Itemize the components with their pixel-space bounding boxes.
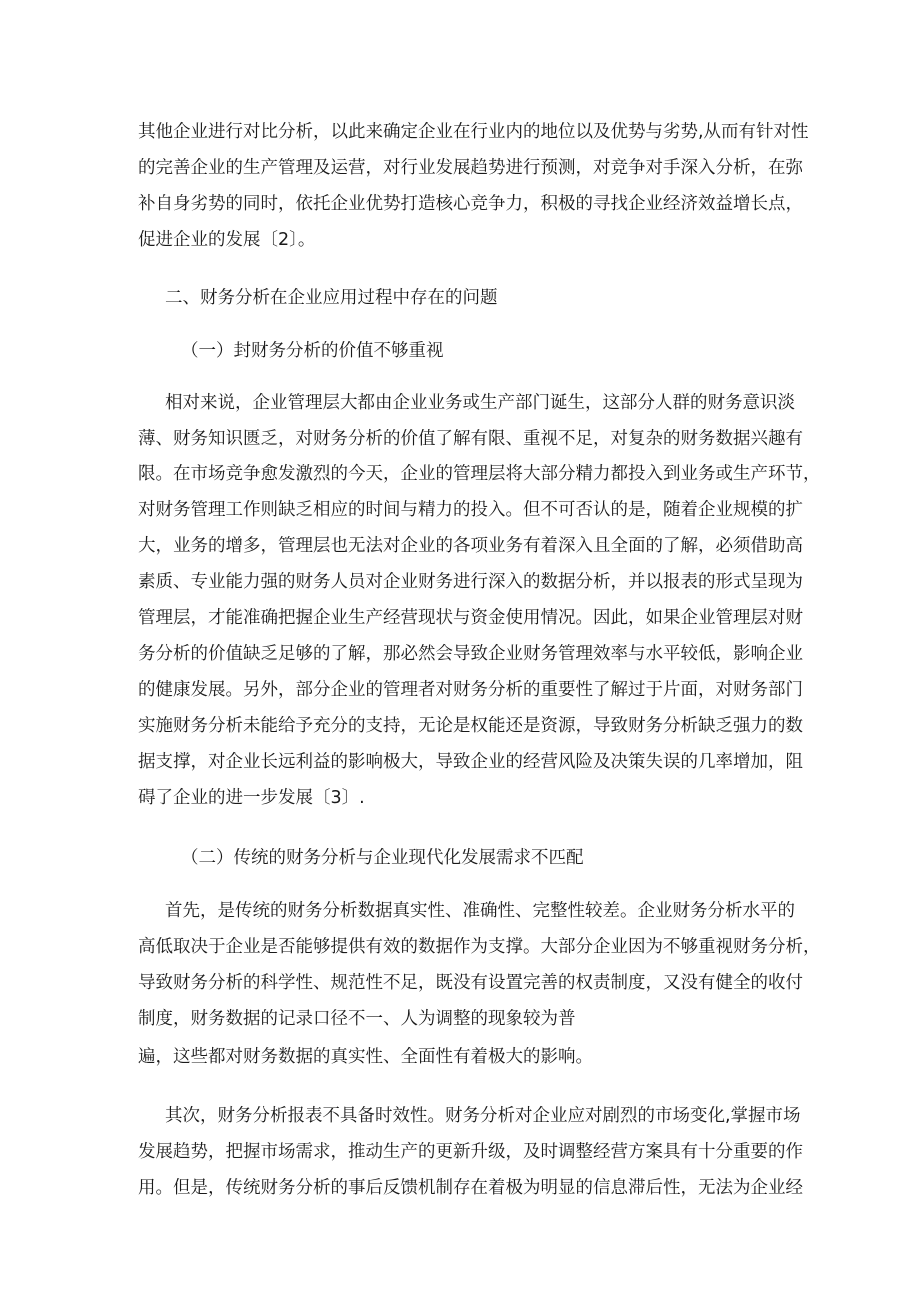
para-2-line-4: 制度，财务数据的记录口径不一、人为调整的现象较为普 [138,1009,576,1029]
para-1-line-12: 碍了企业的进一步发展〔3〕. [138,788,365,808]
para-3-line-1: 遍，这些都对财务数据的真实性、全面性有着极大的影响。 [138,1047,593,1067]
para-2-line-2: 高低取决于企业是否能够提供有效的数据作为支撑。大部分企业因为不够重视财务分析， [138,937,821,957]
para-1-line-2: 薄、财务知识匮乏，对财务分析的价值了解有限、重视不足，对复杂的财务数据兴趣有 [138,429,803,449]
intro-line-3: 补自身劣势的同时，依托企业优势打造核心竞争力，积极的寻找企业经济效益增长点， [138,194,803,214]
para-2-line-1: 首先，是传统的财务分析数据真实性、准确性、完整性较差。企业财务分析水平的 [165,901,795,921]
para-1-line-11: 据支撑，对企业长远利益的影响极大，导致企业的经营风险及决策失误的几率增加，阻 [138,752,803,772]
para-1-line-7: 管理层，才能准确把握企业生产经营现状与资金使用情况。因此，如果企业管理层对财 [138,608,803,628]
para-1-line-8: 务分析的价值缺乏足够的了解，那必然会导致企业财务管理效率与水平较低，影响企业 [138,644,803,664]
para-1-line-4: 对财务管理工作则缺乏相应的时间与精力的投入。但不可否认的是，随着企业规模的扩 [138,500,803,520]
para-4-line-1: 其次，财务分析报表不具备时效性。财务分析对企业应对剧烈的市场变化,掌握市场 [165,1106,801,1126]
section-heading: 二、财务分析在企业应用过程中存在的问题 [165,288,498,308]
para-4-line-2: 发展趋势，把握市场需求，推动生产的更新升级，及时调整经营方案具有十分重要的作 [138,1142,803,1162]
subheading-2: （二）传统的财务分析与企业现代化发展需求不匹配 [181,848,584,868]
intro-line-4: 促进企业的发展〔2〕。 [138,230,316,250]
para-1-line-10: 实施财务分析未能给予充分的支持，无论是权能还是资源，导致财务分析缺乏强力的数 [138,716,803,736]
para-1-line-6: 素质、专业能力强的财务人员对企业财务进行深入的数据分析，并以报表的形式呈现为 [138,572,803,592]
intro-line-2: 的完善企业的生产管理及运营，对行业发展趋势进行预测，对竞争对手深入分析，在弥 [138,158,803,178]
para-4-line-3: 用。但是，传统财务分析的事后反馈机制存在着极为明显的信息滞后性，无法为企业经 [138,1178,803,1198]
para-1-line-5: 大，业务的增多，管理层也无法对企业的各项业务有着深入且全面的了解，必须借助高 [138,536,803,556]
intro-line-1: 其他企业进行对比分析，以此来确定企业在行业内的地位以及优势与劣势,从而有针对性 [138,122,809,142]
para-1-line-3: 限。在市场竞争愈发激烈的今天，企业的管理层将大部分精力都投入到业务或生产环节， [138,464,821,484]
subheading-1: （一）封财务分析的价值不够重视 [181,341,444,361]
para-1-line-9: 的健康发展。另外，部分企业的管理者对财务分析的重要性了解过于片面，对财务部门 [138,680,803,700]
para-1-line-1: 相对来说，企业管理层大都由企业业务或生产部门诞生，这部分人群的财务意识淡 [165,393,795,413]
para-2-line-3: 导致财务分析的科学性、规范性不足，既没有设置完善的权责制度，又没有健全的收付 [138,973,803,993]
